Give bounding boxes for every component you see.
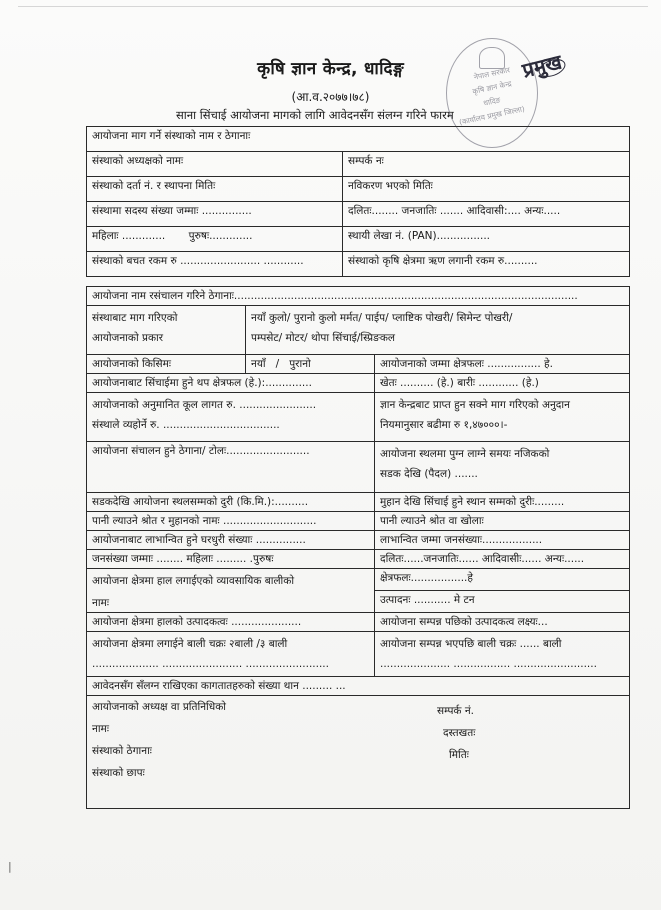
margin-mark: | <box>8 860 12 873</box>
fiscal-year: (आ.व.२०७७।७८) <box>291 90 370 104</box>
applicant-signature-block <box>87 696 630 809</box>
kind-new[interactable]: नयाँ <box>251 358 266 370</box>
pan-field[interactable]: स्थायी लेखा नं. (PAN)................ <box>343 227 630 252</box>
crop-line: आयोजना क्षेत्रमा हाल लगाईएको व्यावसायिक बालीको <box>92 575 295 587</box>
seal-line: धादिङ <box>482 95 502 108</box>
agri-loan-field[interactable]: संस्थाको कृषि क्षेत्रमा ऋण लगानी रकम रु.......... <box>343 252 630 277</box>
name-label[interactable]: नामः <box>92 723 109 735</box>
seal-line: नेपाल सरकार <box>472 65 511 82</box>
population-field[interactable]: जनसंख्या जम्माः ........ महिलाः ......... .पुरुषः <box>87 550 375 569</box>
cycle-after-line: आयोजना सम्पन्न भएपछि बाली चक्रः ...... बाली <box>380 638 562 650</box>
total-area-field[interactable]: आयोजनाको जम्मा क्षेत्रफलः ................ हे. <box>375 355 630 374</box>
beneficiaries-field[interactable]: लाभान्वित जम्मा जनसंख्याः.................. <box>375 531 630 550</box>
gender-field[interactable] <box>87 227 343 252</box>
seal-line: (कार्यालय प्रमुख जिल्ला) <box>458 104 526 127</box>
renewal-date-field[interactable]: नविकरण भएको मितिः <box>343 177 630 202</box>
crop-cycle-field[interactable] <box>87 632 375 677</box>
member-count-field[interactable]: संस्थामा सदस्य संख्या जम्माः ............... <box>87 202 343 227</box>
project-type-label <box>87 306 246 355</box>
households-field[interactable]: आयोजनाबाट लाभान्वित हुने घरधुरी संख्याः ............... <box>87 531 375 550</box>
seal-line: कृषि ज्ञान केन्द्र <box>471 78 513 97</box>
grant-limit-line: नियमानुसार बढीमा रु १,४७०००।- <box>380 419 508 431</box>
khet-bari-field[interactable]: खेतः .......... (हे.) बारीः ............ (हे.) <box>375 374 630 393</box>
options-line: पम्पसेट/ मोटर/ थोपा सिंचाई/स्प्रिङकल <box>251 332 396 344</box>
chair-name-field[interactable]: संस्थाको अध्यक्षको नामः <box>87 152 343 177</box>
options-line: नयाँ कुलो/ पुरानो कुलो मर्मत/ पाईप/ प्लाष्टिक पोखरी/ सिमेन्ट पोखरी/ <box>251 312 513 324</box>
documents-count-field[interactable]: आवेदनसँग सँलग्न राखिएका कागतातहरुको संख्या थान ......... ... <box>87 677 630 696</box>
cycle-after-dots: ..................... ................. ......................... <box>380 658 597 670</box>
source-river-field[interactable]: पानी ल्याउने श्रोत वा खोलाः <box>375 512 630 531</box>
kind-old[interactable]: पुरानो <box>289 358 311 370</box>
kind-separator: / <box>275 358 280 370</box>
registration-field[interactable]: संस्थाको दर्ता नं. र स्थापना मितिः <box>87 177 343 202</box>
label-line: आयोजनाको प्रकार <box>92 332 164 344</box>
organization-table <box>86 126 630 277</box>
emblem-icon <box>479 47 505 69</box>
date-label[interactable]: मितिः <box>449 749 469 761</box>
project-table <box>86 286 630 809</box>
time-line: आयोजना स्थलमा पुग्न लाग्ने समयः नजिकको <box>380 448 550 460</box>
site-address-field[interactable]: आयोजना संचालन हुने ठेगाना/ टोलः......................... <box>87 442 375 493</box>
page-title: कृषि ज्ञान केन्द्र, धादिङ्ग <box>257 59 404 79</box>
cycle-dots: .................... ........................ ......................... <box>92 658 329 670</box>
men-count: पुरुषः............. <box>188 230 253 242</box>
crop-cycle-after-field[interactable] <box>375 632 630 677</box>
grant-line: ज्ञान केन्द्रबाट प्राप्त हुन सक्ने माग गरिएको अनुदान <box>380 399 570 411</box>
target-productivity-field[interactable]: आयोजना सम्पन्न पछिको उत्पादकत्व लक्ष्यः... <box>375 613 630 632</box>
source-distance-field[interactable]: मुहान देखि सिंचाई हुने स्थान सम्मको दुरीः......... <box>375 493 630 512</box>
caste-breakdown-field[interactable]: दलितः........ जनजातिः ....... आदिवासी:.... अन्यः..... <box>343 202 630 227</box>
women-count: महिलाः ............. <box>92 230 166 242</box>
current-productivity-field[interactable]: आयोजना क्षेत्रमा हालको उत्पादकत्वः ..................... <box>87 613 375 632</box>
chair-rep-label: आयोजनाको अध्यक्ष वा प्रतिनिधिको <box>92 701 227 713</box>
cycle-line: आयोजना क्षेत्रमा लगाईने बाली चक्रः २बाली /३ बाली <box>92 638 288 650</box>
savings-field[interactable]: संस्थाको बचत रकम रु ........................ ............ <box>87 252 343 277</box>
label-line: संस्थाबाट माग गरिएको <box>92 312 178 324</box>
crop-area-field[interactable]: क्षेत्रफलः.................हे <box>375 569 630 591</box>
signature-label[interactable]: दस्तखतः <box>443 727 476 739</box>
address-label[interactable]: संस्थाको ठेगानाः <box>92 745 152 757</box>
travel-time-field[interactable] <box>375 442 630 493</box>
current-crop-field[interactable] <box>87 569 375 613</box>
caste-population-field[interactable]: दलितः......जनजातिः...... आदिवासीः...... अन्यः...... <box>375 550 630 569</box>
crop-name-line: नामः <box>92 597 109 609</box>
contact-number-label[interactable]: सम्पर्क नं. <box>437 705 474 717</box>
org-name-field[interactable]: आयोजना माग गर्ने संस्थाको नाम र ठेगानाः <box>87 127 630 152</box>
project-location-field[interactable]: आयोजना नाम रसंचालन गरिने ठेगानाः....................................................................................................... <box>87 287 630 306</box>
cost-field[interactable] <box>87 393 375 442</box>
project-type-options[interactable] <box>246 306 630 355</box>
project-kind-options[interactable] <box>246 355 375 374</box>
cost-share-line: संस्थाले व्यहोर्ने रु. ................................... <box>92 419 280 431</box>
time-line: सडक देखि (पैदल) ....... <box>380 468 478 480</box>
contact-field[interactable]: सम्पर्क नः <box>343 152 630 177</box>
page-edge <box>18 0 648 7</box>
project-kind-label: आयोजनाको किसिमः <box>87 355 246 374</box>
seal-label[interactable]: संस्थाको छापः <box>92 767 145 779</box>
production-field[interactable]: उत्पादनः ........... मे टन <box>375 591 630 613</box>
water-source-field[interactable]: पानी ल्याउने श्रोत र मुहानको नामः ............................ <box>87 512 375 531</box>
road-distance-field[interactable]: सडकदेखि आयोजना स्थलसम्मको दुरी (कि.मि.):.......... <box>87 493 375 512</box>
grant-field <box>375 393 630 442</box>
signature-mark: प्रमुख <box>519 49 565 83</box>
added-area-field[interactable]: आयोजनाबाट सिंचाईमा हुने थप क्षेत्रफल (हे.):.............. <box>87 374 375 393</box>
cost-line: आयोजनाको अनुमानित कूल लागत रु. ....................... <box>92 399 317 411</box>
form-title: साना सिंचाई आयोजना मागको लागि आवेदनसँग संलग्न गरिने फारम <box>176 108 454 122</box>
